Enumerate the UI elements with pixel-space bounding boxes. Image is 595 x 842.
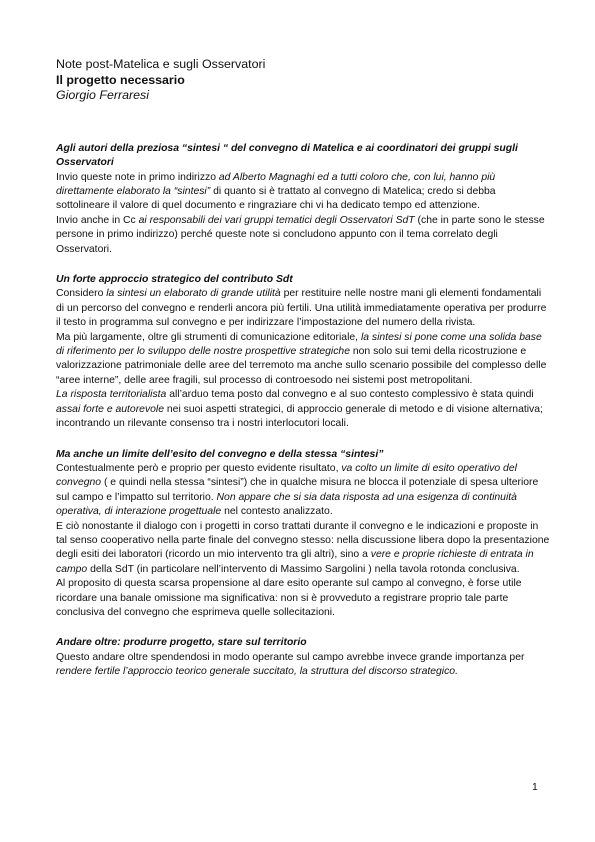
emphasis-text: la sintesi un elaborato di grande utilità xyxy=(106,288,281,300)
paragraph xyxy=(56,171,550,214)
paragraph xyxy=(56,577,550,620)
paragraph xyxy=(56,651,550,680)
section-spacer xyxy=(56,432,550,448)
text-run: Considero xyxy=(56,288,107,300)
section-spacer xyxy=(56,257,550,273)
paragraph xyxy=(56,287,550,330)
emphasis-text: assai forte e autorevole xyxy=(56,403,165,415)
text-run: Contestualmente però e proprio per questo evidente risultato, xyxy=(56,462,342,474)
text-run: per restituire nelle nostre mani gli elementi fondamentali di un percorso del convegno e renderli ancora più fertili. Una utilità immediatamente operativa per produrre il testo in programma sul convegno e per indirizzare l’impostazione del numero della rivista. xyxy=(56,288,547,329)
section-heading: Andare oltre: produrre progetto, stare sul territorio xyxy=(56,637,307,649)
document-header xyxy=(56,57,550,104)
text-run: della SdT (in particolare nell’intervento di Massimo Sargolini ) nella tavola rotonda conclusiva. xyxy=(87,563,520,575)
text-run: Invio anche in Cc xyxy=(56,214,139,226)
emphasis-text: la sintesi si pone come una solida base di riferimento per lo sviluppo delle nostre prospettive strategiche xyxy=(56,331,542,358)
text-run: di quanto si è trattato al convegno di Matelica; credo si debba sottolineare il valore di quel documento e ringraziare chi vi ha dedicato tempo ed attenzione. xyxy=(56,186,496,212)
emphasis-text: vere e proprie richieste di entrata in campo xyxy=(56,549,534,575)
text-run: Al proposito di questa scarsa propensione al dare esito operante sul campo al convegno, è forse utile ricordare una banale omissione ma significativa: non si è provveduto a registrare proprio tale parte conclusiva del convegno che esprimeva quelle sollecitazioni. xyxy=(56,578,522,618)
text-run: ( e quindi nella stessa “sintesi”) che in qualche misura ne blocca il potenziale di spesa ulteriore sul campo e l’impatto sul territorio. xyxy=(56,477,539,503)
emphasis-text: ai responsabili dei vari gruppi tematici degli Osservatori SdT xyxy=(138,214,415,226)
text-run: Questo andare oltre spendendosi in modo operante sul campo avrebbe invece grande importanza per xyxy=(56,651,525,663)
section-heading: Un forte approccio strategico del contributo Sdt xyxy=(56,274,293,286)
emphasis-text: rendere fertile l’approccio teorico generale succitato, la struttura del discorso strategico. xyxy=(56,666,458,678)
text-run: nel contesto analizzato. xyxy=(221,506,333,518)
document-body xyxy=(56,142,550,680)
document-page xyxy=(56,57,550,680)
text-run: E ciò nonostante il dialogo con i progetti in corso trattati durante il convegno e le indicazioni e proposte in tal senso cooperativo nella parte finale del convegno stesso: nella discussione libera dopo la presentazione degli esiti dei laboratori (ricordo un mio intervento tra gli altri), sino a xyxy=(56,520,550,561)
emphasis-text: ad Alberto Magnaghi ed a tutti coloro che, con lui, hanno più direttamente elaborato la “sintesi” xyxy=(56,171,496,197)
paragraph xyxy=(56,331,550,389)
document-author: Giorgio Ferraresi xyxy=(56,88,149,103)
text-run: Invio queste note in primo indirizzo xyxy=(56,171,219,183)
section-heading: Agli autori della preziosa “sintesi “ del convegno di Matelica e ai coordinatori dei gruppi sugli Osservatori xyxy=(56,142,518,169)
text-run: Ma più largamente, oltre gli strumenti di comunicazione editoriale, xyxy=(56,331,361,343)
paragraph xyxy=(56,388,550,431)
text-run: nei suoi aspetti strategici, di approccio generale di metodo e di visione alternativa; incontrando un rilevante consenso tra i nostri interlocutori locali. xyxy=(56,403,543,430)
section-spacer xyxy=(56,620,550,636)
document-title: Il progetto necessario xyxy=(56,72,185,87)
paragraph xyxy=(56,520,550,578)
paragraph xyxy=(56,462,550,520)
text-run: all’arduo tema posto dal convegno e al suo contesto complessivo è stata quindi xyxy=(166,389,534,401)
text-run: (che in parte sono le stesse persone in primo indirizzo) perché queste note si concludono appunto con il tema correlato degli Osservatori. xyxy=(56,214,545,255)
emphasis-text: va colto un limite di esito operativo del convegno xyxy=(56,462,517,489)
section-heading: Ma anche un limite dell’esito del convegno e della stessa “sintesi” xyxy=(56,448,384,460)
emphasis-text: La risposta territorialista xyxy=(56,389,167,401)
header-subject: Note post-Matelica e sugli Osservatori xyxy=(56,57,266,71)
paragraph xyxy=(56,214,550,257)
section xyxy=(56,636,550,679)
emphasis-text: Non appare che si sia data risposta ad una esigenza di continuità operativa, di interazione progettuale xyxy=(56,491,517,518)
page-number: 1 xyxy=(532,782,538,793)
section xyxy=(56,142,550,257)
header-spacer xyxy=(56,104,550,142)
section xyxy=(56,448,550,621)
text-run: non solo sui temi della ricostruzione e valorizzazione patrimoniale delle aree del terremoto ma anche sullo scenario possibile del complesso delle “aree interne”, delle aree fragili, sul processo di controesodo nei sistemi post metropolitani. xyxy=(56,346,547,386)
section xyxy=(56,273,550,431)
